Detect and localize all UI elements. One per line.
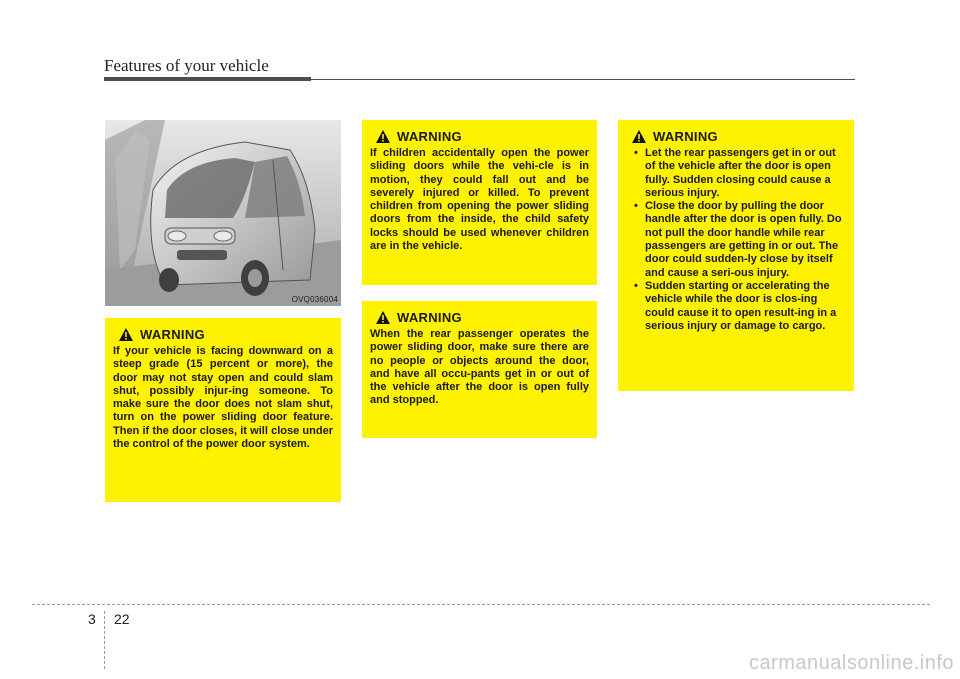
warning-text: If your vehicle is facing downward on a steep grade (15 percent or more), the door may not stay open and could slam shut, possibly injur-ing someone. To make sure the door does not slam shut, turn on the power sliding door feature. Then if the door closes, it will close under the control of the power door system.	[113, 345, 333, 451]
chapter-number: 3	[88, 611, 96, 627]
warning-title: WARNING	[653, 129, 718, 144]
vehicle-illustration	[105, 120, 341, 306]
warning-bullet-list	[626, 147, 846, 333]
warning-triangle-icon	[119, 328, 133, 341]
minivan-drawing	[105, 120, 341, 306]
warning-triangle-icon	[376, 130, 390, 143]
page-number: 22	[114, 611, 130, 627]
warning-text: When the rear passenger operates the power sliding door, make sure there are no people or objects around the door, and have all occu-pants get in or out of the vehicle after the door is open fully and stopped.	[370, 328, 589, 407]
page-header-title: Features of your vehicle	[104, 56, 269, 75]
footer-divider	[32, 604, 930, 605]
warning-title: WARNING	[397, 129, 462, 144]
warning-children	[362, 120, 597, 285]
figure-code: OVQ036004	[291, 295, 338, 304]
list-item: • Close the door by pulling the door handle after the door is open fully. Do not pull the door handle while rear passengers are getting in or out. The door could sudden-ly close by itself and cause a seri-ous injury.	[626, 200, 846, 280]
header-rule-thin	[311, 79, 855, 80]
warning-triangle-icon	[632, 130, 646, 143]
warning-triangle-icon	[376, 311, 390, 324]
warning-rear-passenger	[362, 301, 597, 438]
watermark: carmanualsonline.info	[748, 652, 954, 674]
warning-text: If children accidentally open the power sliding doors while the vehi-cle is in motion, they could fall out and be severely injured or killed. To prevent children from opening the power sliding doors from the inside, the child safety locks should be used whenever children are in the vehicle.	[370, 147, 589, 253]
warning-passengers-list	[618, 120, 854, 391]
warning-steep-grade	[105, 318, 341, 502]
warning-title: WARNING	[397, 310, 462, 325]
list-item: • Let the rear passengers get in or out of the vehicle after the door is open fully. Sudden closing could cause a serious injury.	[626, 147, 846, 200]
list-item: • Sudden starting or accelerating the vehicle while the door is clos-ing could cause it to open result-ing in a serious injury or damage to cargo.	[626, 280, 846, 333]
warning-title: WARNING	[140, 327, 205, 342]
footer-vertical-divider	[104, 611, 105, 669]
header-rule-thick	[104, 77, 311, 81]
